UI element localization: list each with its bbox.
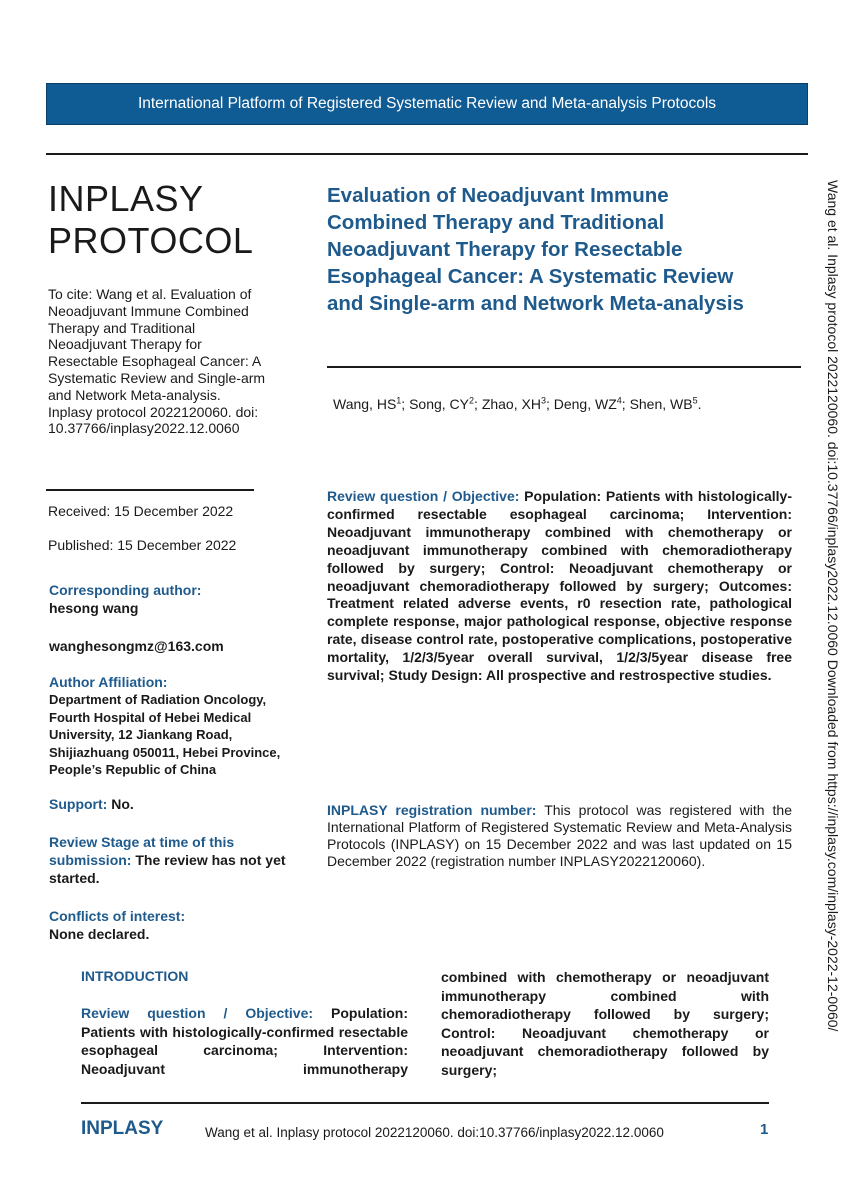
- introduction-heading: INTRODUCTION: [81, 968, 189, 984]
- review-stage-block: [49, 833, 299, 887]
- conflicts-label: Conflicts of interest:: [49, 908, 186, 924]
- author: Shen, $WB^5$.: [629, 395, 702, 412]
- footer-divider: [81, 1102, 769, 1104]
- doc-type-line1: INPLASY: [48, 178, 204, 219]
- objective-paragraph: [327, 488, 792, 685]
- author-list: [333, 396, 702, 412]
- page-number: 1: [760, 1121, 769, 1138]
- introduction-objective-label: Review question / Objective:: [81, 1005, 314, 1021]
- support-label: Support:: [49, 796, 108, 812]
- author: Song, $CY^2$;: [409, 395, 482, 412]
- conflicts-value: None declared.: [49, 926, 150, 942]
- objective-text: Population: Patients with histologically-confirmed resectable esophageal carcinoma; Intervention: Neoadjuvant immunotherapy combined with chemotherapy or neoadjuvant immunotherapy combined with chemoradiotherapy followed by surgery; Control: Neoadjuvant chemotherapy or neoadjuvant chemoradiotherapy followed by surgery; Outcomes: Treatment related adverse events, r0 resection rate, pathological complete response, major pathological response, objective response rate, disease control rate, postoperative complications, postoperative mortality, 1/2/3/5year overall survival, 1/2/3/5year disease free survival; Study Design: All prospective and restrospective studies.: [327, 488, 793, 684]
- objective-label: Review question / Objective:: [327, 488, 520, 504]
- published-date: Published: 15 December 2022: [48, 537, 237, 553]
- support-block: [49, 795, 309, 813]
- corresponding-author-name: hesong wang: [49, 600, 139, 616]
- introduction-left-column: [81, 1004, 408, 1078]
- top-divider: [46, 153, 808, 155]
- registration-paragraph: [327, 802, 792, 870]
- footer-brand: INPLASY: [81, 1118, 164, 1139]
- citation-text: To cite: Wang et al. Evaluation of Neoadjuvant Immune Combined Therapy and Traditional Neoadjuvant Therapy for Resectable Esophageal Cancer: A Systematic Review and Single-arm and Network Meta-analysis. Inplasy protocol 2022120060. doi: 10.37766/inplasy2022.12.0060: [48, 286, 266, 437]
- corresponding-author-email[interactable]: wanghesongmz@163.com: [49, 638, 224, 654]
- conflicts-block: [49, 907, 309, 943]
- vertical-download-note: Wang et al. Inplasy protocol 2022120060. doi:10.37766/inplasy2022.12.0060 Downloaded from https://inplasy.com/inplasy-2022-12-0060/: [825, 180, 841, 1032]
- support-value: No.: [107, 796, 134, 812]
- registration-label: INPLASY registration number:: [327, 802, 537, 818]
- review-stage-value: The review has not yet started.: [49, 852, 286, 886]
- article-title: Evaluation of Neoadjuvant Immune Combined Therapy and Traditional Neoadjuvant Therapy for Resectable Esophageal Cancer: A Systematic Review and Single-arm and Network Meta-analysis: [327, 184, 744, 315]
- introduction-left-text: Population: Patients with histologically-confirmed resectable esophageal carcinoma; Intervention: Neoadjuvant immunotherapy: [81, 1005, 408, 1077]
- platform-banner: International Platform of Registered Systematic Review and Meta-analysis Protocols: [46, 83, 808, 125]
- author: Wang, $HS^1$;: [333, 395, 410, 412]
- registration-text: This protocol was registered with the International Platform of Registered Systematic Review and Meta-Analysis Protocols (INPLASY) on 15 December 2022 and was last updated on 15 December 2022 (registration number INPLASY2022120060).: [327, 802, 792, 869]
- affiliation-label: Author Affiliation:: [49, 674, 168, 690]
- affiliation-block: [49, 673, 309, 779]
- footer-citation: Wang et al. Inplasy protocol 2022120060. doi:10.37766/inplasy2022.12.0060: [205, 1125, 664, 1140]
- review-stage-label: Review Stage at time of this submission:: [49, 834, 235, 868]
- doc-type-heading: [48, 178, 253, 262]
- corresponding-author-label: Corresponding author:: [49, 582, 202, 598]
- introduction-right-column: combined with chemotherapy or neoadjuvant immunotherapy combined with chemoradiotherapy followed by surgery; Control: Neoadjuvant chemotherapy or neoadjuvant chemoradiotherapy followed by surgery;: [441, 969, 769, 1078]
- corresponding-author-block: [49, 581, 309, 655]
- author: Deng, $WZ^4$;: [553, 395, 630, 412]
- title-divider: [327, 366, 801, 368]
- author: Zhao, $XH^3$;: [481, 395, 554, 412]
- doc-type-line2: PROTOCOL: [48, 220, 254, 261]
- left-divider: [46, 489, 254, 491]
- affiliation-text: Department of Radiation Oncology, Fourth Hospital of Hebei Medical University, 12 Jiankang Road, Shijiazhuang 050011, Hebei Province, People’s Republic of China: [49, 692, 281, 777]
- received-date: Received: 15 December 2022: [48, 503, 234, 519]
